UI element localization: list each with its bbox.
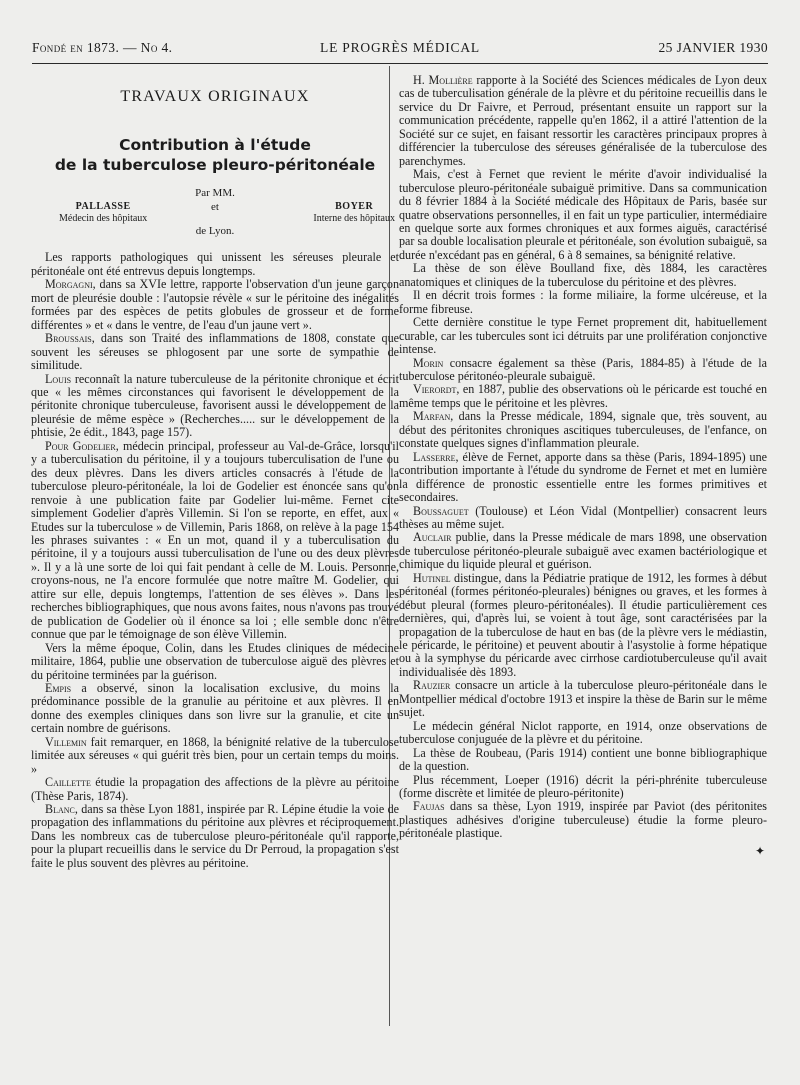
cited-author: Pour Godelier [45, 438, 116, 453]
paragraph [31, 440, 399, 642]
paragraph-text: publie, dans la Presse médicale de mars 1898, une observation de tuberculose péritonéo-pleurale subaiguë avec examen bactériologique et chimique du liquide pleural et guérison. [399, 530, 767, 572]
byline-place: de Lyon. [195, 225, 235, 238]
paragraph [399, 572, 767, 680]
author-1-name: PALLASSE [75, 201, 131, 213]
paragraph [31, 251, 399, 278]
paragraph [31, 278, 399, 332]
paragraph-text: consacre également sa thèse (Paris, 1884-85) à l'étude de la tuberculose péritonéo-pleurale subaiguë. [399, 355, 767, 383]
paragraph [399, 679, 767, 719]
byline-par: Par MM. [195, 187, 235, 200]
article-title-line-2: de la tuberculose pleuro-péritonéale [54, 156, 376, 175]
cited-author: Morgagni [45, 277, 93, 292]
cited-author: Hutinel [413, 570, 451, 585]
byline [31, 187, 399, 251]
left-column [31, 74, 399, 870]
paragraph-text: (Toulouse) et Léon Vidal (Montpellier) consacrent leurs thèses au même sujet. [399, 503, 767, 531]
cited-author: Empis [45, 680, 72, 695]
paragraph-text: distingue, dans la Pédiatrie pratique de 1912, les formes à début péritonéal (formes péritonéo-pleurales) bénignes ou graves, et les formes à début pleural (formes pleuro-péritonéales). Il étudie particulièrement ces dernières, qui, d'après lui, se voient à tout âge, sont caractérisées par la propagation de la tuberculose de haut en bas (de la plèvre vers le médiastin, le péricarde, le péritoine) et peuvent aboutir à l'asystolie à forme hépatique ou à la symphyse du péricarde avec cirrhose cardiotuberculeuse qu'il avait individualisée dès 1893. [399, 570, 767, 679]
paragraph-text: étudie la propagation des affections de la plèvre au péritoine (Thèse Paris, 1874). [31, 775, 399, 803]
paragraph [31, 642, 399, 682]
paragraph-text: rapporte à la Société des Sciences médicales de Lyon deux cas de tuberculisation générale de la plèvre et du péritoine recueillis dans le service du Dr Faivre, et Perroud, présentant ensuite un rapport sur la communication précédente, rappelle qu'en 1862, il a attiré l'attention de la Société sur ce sujet, en faisant ressortir les caractères principaux propres à différencier la tuberculose des séreuses généralisée de la tuberculose des parenchymes. [399, 73, 767, 168]
paragraph-text: , dans sa thèse Lyon 1881, inspirée par R. Lépine étudie la voie de propagation des inflammations du péritoine aux plèvres et réciproquement. Dans les nombreux cas de tuberculose pleuro-péritonéale qu'il rapporte, pour la plupart recueillis dans le service du Dr Perroud, la propagation s'est faite le plus souvent des plèvres au péritoine. [31, 802, 399, 870]
paragraph [399, 800, 767, 840]
cited-author: Rauzier [413, 678, 451, 693]
paragraph [31, 332, 399, 372]
paragraph [31, 736, 399, 776]
paragraph [399, 168, 767, 262]
paragraph-text: La thèse de son élève Boulland fixe, dès 1884, les caractères anatomiques et cliniques de la tuberculose du péritoine et des plèvres. [399, 261, 767, 289]
paragraph-text: Mais, c'est à Fernet que revient le mérite d'avoir individualisé la tuberculose pleuro-péritonéale subaiguë primitive. Dans sa communication du 8 février 1884 à la Société médicale des Hôpitaux de Paris, basée sur quatre observations personnelles, il en fait un type particulier, intermédiaire en quelque sorte aux formes chroniques et aux formes aiguës, caractérisé par sa double localisation pleurale et péritonéale, son évolution subaiguë, sa durée n'excédant pas en général, 6 à 8 semaines, sa bénignité relative. [399, 167, 767, 262]
paragraph-text: reconnaît la nature tuberculeuse de la péritonite chronique et écrit que « les mêmes circonstances qui favorisent le développement de la péritonite chronique tuberculeuse, favorisent aussi le développement de la pleurésie de même espèce » (Recherches..... sur le développement de la phtisie, 2e édit., 1843, page 157). [31, 371, 399, 440]
cited-author: Vierordt [413, 382, 457, 397]
paragraph-text: , médecin principal, professeur au Val-de-Grâce, lorsqu'il y a tuberculisation du péritoine, il y a toujours tuberculisation de l'une ou des deux plèvres. Dans les divers articles consacrés à l'étude de la tuberculose pleuro-péritonéale, la loi de Godelier est énoncée sans qu'on renvoie à une publication faite par Godelier lui-même. Fernet cite simplement Godelier d'après Villemin. Si l'on se reporte, en effet, aux « Etudes sur la tuberculose » de Villemin, Paris 1868, on relève à la page 154 les phrases suivantes : « En un mot, quand il y a tuberculisation du péritoine, il y a toujours aussi tuberculisation de l'une ou des deux plèvres ». Il y a là une sorte de loi qui fait pendant à celle de M. Louis. Personne, croyons-nous, ne l'a encore formulée que notre maître M. Godelier, qui attire sur elle, depuis longtemps, l'attention de ses élèves ». Dans les recherches bibliographiques, que nous avons faites, nous n'avons pas trouvé de publication de Godelier où il énonce sa loi ; elle semble donc n'être connue que par le témoignage de son élève Villemin. [31, 438, 399, 642]
author-2 [313, 201, 395, 225]
paragraph-text: Vers la même époque, Colin, dans les Etudes cliniques de médecine militaire, 1864, publie une observation de tuberculose aiguë des plèvres et du péritoine terminées par la guérison. [31, 640, 399, 682]
cited-author: Marfan [413, 409, 451, 424]
article-title-line-1: Contribution à l'étude [119, 136, 311, 155]
paragraph [399, 410, 767, 450]
paragraph-text: Le médecin général Niclot rapporte, en 1914, onze observations de tuberculose conjuguée de la plèvre et du péritoine. [399, 718, 767, 747]
paragraph [399, 747, 767, 774]
header-date: 25 JANVIER 1930 [658, 40, 768, 55]
cited-author: H. Mollière [413, 73, 473, 87]
paragraph [31, 776, 399, 803]
paragraph [399, 74, 767, 168]
paragraph-text: La thèse de Roubeau, (Paris 1914) contient une bonne bibliographique de la question. [399, 745, 767, 774]
cited-author: Lasserre [413, 449, 456, 464]
cited-author: Villemin [45, 734, 87, 749]
header-journal-title: LE PROGRÈS MÉDICAL [320, 40, 480, 55]
paragraph-text: , dans la Presse médicale, 1894, signale que, très souvent, au début des péritonites chroniques ascitiques tuberculeuses, de l'enfance, on constate quelques signes d'inflammation pleurale. [399, 409, 767, 451]
paragraph-text: fait remarquer, en 1868, la bénignité relative de la tuberculose limitée aux séreuses « qui guérit très bien, pour un certain temps du moins. » [31, 734, 399, 776]
paragraph-text: Cette dernière constitue le type Fernet proprement dit, habituellement curable, car les tubercules sont ici détruits par une prolifération conjonctive intense. [399, 315, 767, 357]
paragraph-text: dans sa thèse, Lyon 1919, inspirée par Paviot (des péritonites plastiques adhésives d'origine tuberculeuse) étudie la forme pleuro-péritonéale plastique. [399, 799, 767, 841]
left-body [31, 251, 399, 870]
paragraph-text: Plus récemment, Loeper (1916) décrit la péri-phrénite tuberculeuse (forme discrète et limitée de pleuro-péritonite) [399, 772, 767, 801]
section-title: TRAVAUX ORIGINAUX [120, 88, 310, 105]
paragraph [31, 682, 399, 736]
paragraph [399, 357, 767, 384]
cited-author: Auclair [413, 530, 452, 545]
right-body [399, 74, 767, 841]
paragraph [399, 774, 767, 801]
end-ornament: ✦ [754, 843, 765, 858]
paragraph-text: , dans son Traité des inflammations de 1808, constate que souvent les séreuses se phlogosent par une sorte de sympathie de similitude. [31, 331, 399, 373]
paragraph-text: a observé, sinon la localisation exclusive, du moins la prédominance possible de la granulie au péritoine et aux plèvres. Il en donne des exemples cliniques dans son livre sur la granulie, et cite un certain nombre de guérisons. [31, 680, 399, 736]
paragraph-text: , en 1887, publie des observations où le péricarde est touché en même temps que le péritoine et les plèvres. [399, 382, 767, 410]
paragraph-text: , élève de Fernet, apporte dans sa thèse (Paris, 1894-1895) une contribution importante à l'étude du syndrome de Fernet et met en lumière la différence de pronostic essentielle entre les formes primitives et secondaires. [399, 449, 767, 505]
paragraph-text: consacre un article à la tuberculose pleuro-péritonéale dans le Montpellier médical d'octobre 1913 et inspire la thèse de Barin sur le même sujet. [399, 678, 767, 720]
paragraph [399, 531, 767, 571]
byline-et: et [211, 201, 219, 214]
paragraph [399, 262, 767, 289]
running-header [32, 40, 768, 58]
paragraph [31, 373, 399, 440]
paragraph [399, 720, 767, 747]
header-rule [32, 63, 768, 64]
cited-author: Faujas [413, 799, 445, 814]
author-2-title: Interne des hôpitaux [313, 213, 395, 225]
paragraph-text: Les rapports pathologiques qui unissent les séreuses pleurale et péritonéale ont été entrevus depuis longtemps. [31, 250, 399, 278]
right-column [399, 74, 767, 858]
paragraph [399, 316, 767, 356]
author-1-title: Médecin des hôpitaux [59, 213, 148, 225]
paragraph [399, 505, 767, 532]
author-2-name: BOYER [335, 201, 374, 213]
cited-author: Boussaguet [413, 503, 469, 518]
cited-author: Morin [413, 355, 444, 370]
cited-author: Louis [45, 371, 72, 386]
paragraph [399, 383, 767, 410]
paragraph-text: Il en décrit trois formes : la forme miliaire, la forme ulcéreuse, et la forme fibreuse. [399, 288, 767, 316]
paragraph [399, 451, 767, 505]
cited-author: Blanc [45, 802, 75, 817]
paragraph [399, 289, 767, 316]
paragraph-text: , dans sa XVIe lettre, rapporte l'observation d'un jeune garçon mort de pleurésie double : l'autopsie révèle « sur le péritoine des inégalités formées par des espèces de petits globules de grosseur et de forme différentes » et « dans le ventre, de l'eau d'un jaune vert ». [31, 277, 399, 332]
cited-author: Broussais [45, 331, 92, 346]
article-title [31, 135, 399, 175]
paragraph [31, 803, 399, 870]
header-founded: Fondé en 1873. — No 4. [32, 40, 173, 55]
cited-author: Caillette [45, 775, 91, 790]
